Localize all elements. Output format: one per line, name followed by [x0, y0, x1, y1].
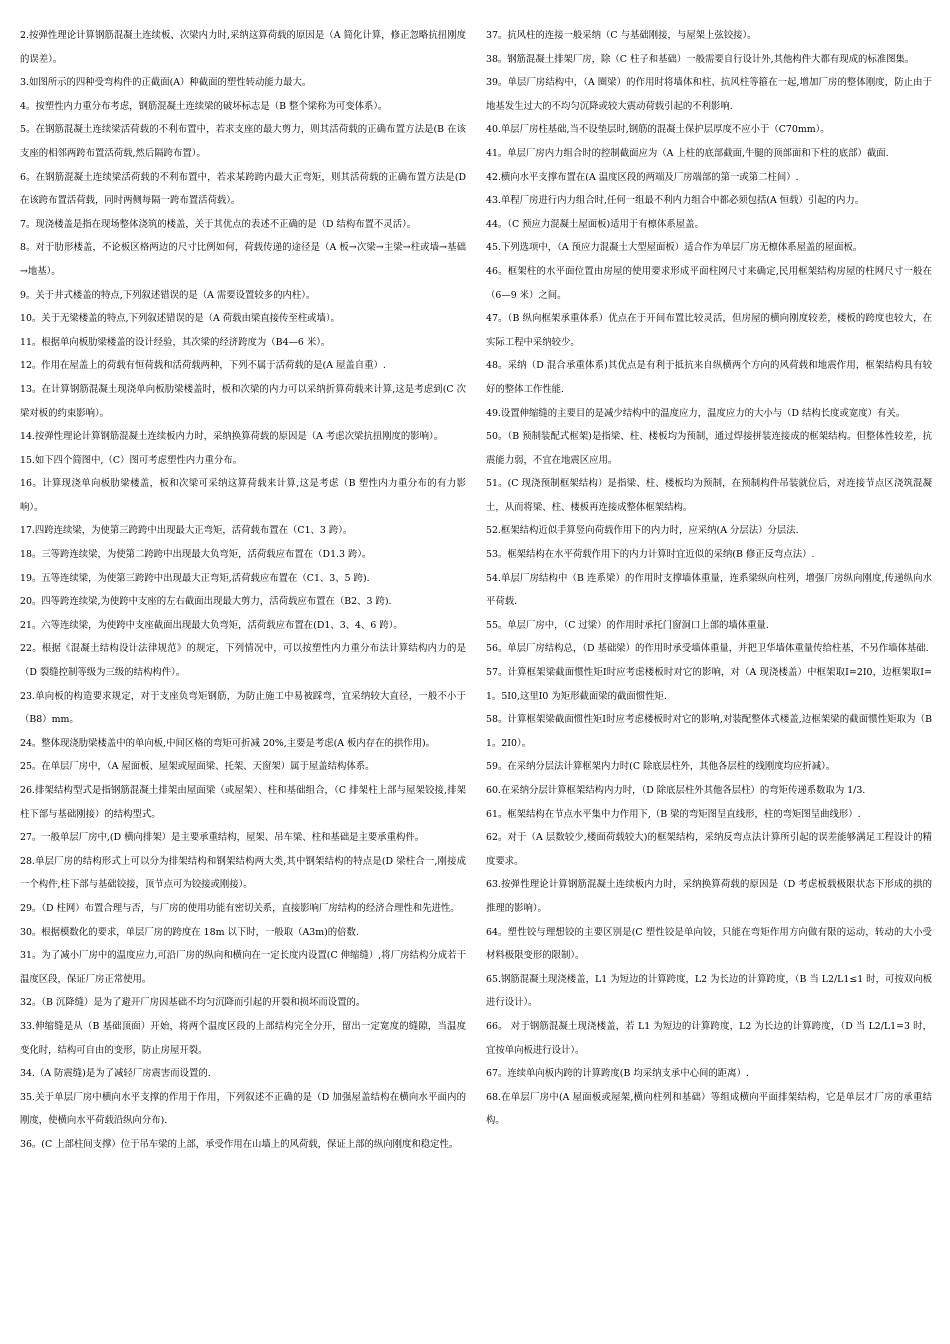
question-item: 16。计算现浇单向板肋梁楼盖，板和次梁可采纳这算荷载来计算,这是考虑（B 塑性内力重分布的有力影响）。 [20, 478, 466, 513]
question-item: 4。按塑性内力重分布考虑，钢筋混凝土连续梁的破坏标志是（B 整个梁称为可变体系）。 [20, 100, 388, 112]
question-item: 28.单层厂房的结构形式上可以分为排架结构和钢架结构两大类,其中钢架结构的特点是(D 梁柱合一,刚接成一个构件,柱下部与基础铰接，顶节点可为铰接或刚接）。 [20, 855, 466, 891]
question-item: 33.伸缩缝是从（B 基础顶面）开始，将两个温度区段的上部结构完全分开，留出一定宽度的缝隙，当温度变化时，结构可自由的变形，防止房屋开裂。 [20, 1020, 466, 1056]
question-item: 43.单程厂房进行内力组合时,任何一组最不利内力组合中都必须包括(A 恒载）引起的内力。 [486, 195, 865, 207]
question-item: 40.单层厂房柱基础,当不设垫层时,钢筋的混凝土保护层厚度不应小于（C70mm）。 [486, 124, 830, 136]
question-item: 51。(C 现浇预制框架结构）是指梁、柱、楼板均为预制，在预制构件吊装就位后，对连接节点区浇筑混凝土，从而将梁、柱、楼板再连接成整体框架结构。 [486, 478, 932, 513]
question-item: 46。框架柱的水平面位置由房屋的使用要求形成平面柱网尺寸来确定,民用框架结构房屋的柱网尺寸一般在（6—9 米）之间。 [486, 265, 932, 301]
question-item: 56。单层厂房结构总，（D 基础梁）的作用时承受墙体重量，并把卫华墙体重量传给柱基，不另作墙体基础. [486, 643, 929, 655]
question-item: 48。采纳（D 混合承重体系)其优点是有利于抵抗来自纵横两个方向的风荷载和地震作用，框架结构具有较好的整体工作性能. [486, 360, 932, 395]
question-item: 41。单层厂房内力组合时的控制截面应为（A 上柱的底部截面,牛腿的顶部面和下柱的底部）截面. [486, 147, 889, 159]
question-item: 24。整体现浇肋梁楼盖中的单向板,中间区格的弯矩可折减 20%,主要是考虑(A 板内存在的拱作用)。 [20, 737, 436, 749]
question-item: 22。根据《混凝土结构设计法律规范》的规定，下列情况中，可以按塑性内力重分布法计算结构内力的是（D 裂缝控制等级为三级的结构构件）。 [20, 643, 466, 679]
question-item: 15.如下四个简图中,（C）图可考虑塑性内力重分布。 [20, 454, 242, 466]
question-item: 6。在钢筋混凝土连续梁活荷载的不利布置中，若求某跨跨内最大正弯矩，则其活荷载的正确布置方法是(D 在该跨布置活荷载，同时两侧每隔一跨布置活荷载）。 [20, 171, 466, 207]
question-item: 49.设置伸缩缝的主要目的是减少结构中的温度应力，温度应力的大小与（D 结构长度或宽度）有关。 [486, 407, 906, 419]
question-item: 66。 对于钢筋混凝土现浇楼盖，若 L1 为短边的计算跨度，L2 为长边的计算跨度，（D 当 L2/L1=3 时，宜按单向板进行设计）。 [486, 1020, 932, 1056]
question-item: 68.在单层厂房中(A 屋面板或屋架,横向柱列和基础）等组成横向平面排架结构，它是单层才厂房的承重结构。 [486, 1091, 932, 1127]
question-item: 63.按弹性理论计算钢筋混凝土连续板内力时，采纳换算荷载的原因是（D 考虑板载极限状态下形成的拱的推理的影响）。 [486, 879, 932, 914]
question-item: 62。对于（A 层数较少,楼面荷载较大)的框架结构，采纳反弯点法计算所引起的误差能够满足工程设计的精度要求。 [486, 832, 932, 867]
question-item: 8。对于肋形楼盖，不论板区格两边的尺寸比例如何，荷载传递的途径是（A 板→次梁→主梁→柱或墙→基础→地基）。 [20, 242, 466, 277]
question-item: 27。一般单层厂房中,(D 横向排架）是主要承重结构，屋架、吊车梁、柱和基础是主要承重构件。 [20, 832, 425, 844]
question-item: 38。钢筋混凝土排架厂房，除（C 柱子和基础）一般需要自行设计外,其他构件大都有现成的标准图集。 [486, 53, 915, 65]
question-item: 30。根据模数化的要求，单层厂房的跨度在 18m 以下时，一般取（A3m)的倍数. [20, 926, 359, 938]
question-item: 25。在单层厂房中，（A 屋面板、屋架或屋面梁、托架、天窗架）属于屋盖结构体系。 [20, 761, 375, 773]
left-column [20, 24, 466, 1344]
question-item: 60.在采纳分层计算框架结构内力时，（D 除底层柱外其他各层柱）的弯矩传递系数取为 1/3. [486, 785, 866, 796]
question-item: 53。框架结构在水平荷载作用下的内力计算时宜近似的采纳(B 修正反弯点法）. [486, 549, 815, 561]
question-item: 12。作用在屋盖上的荷载有恒荷载和活荷载两种，下列不属于活荷载的是(A 屋盖自重）. [20, 360, 386, 372]
question-item: 39。单层厂房结构中，（A 圈梁）的作用时将墙体和柱、抗风柱等箍在一起,增加厂房的整体刚度，防止由于地基发生过大的不均匀沉降或较大震动荷载引起的不利影响. [486, 77, 932, 112]
question-item: 10。关于无梁楼盖的特点,下列叙述错误的是（A 荷载由梁直接传至柱或墙）。 [20, 313, 340, 325]
question-item: 65.钢筋混凝土现浇楼盖，L1 为短边的计算跨度，L2 为长边的计算跨度，（B 当 L2/L1≤1 时，可按双向板进行设计）。 [486, 973, 932, 1009]
question-item: 21。六等连续梁，为使跨中支座截面出现最大负弯矩，活荷载应布置在(D1、3、4、6 跨）。 [20, 619, 403, 631]
question-item: 29。（D 柱网）布置合理与否，与厂房的使用功能有密切关系，直接影响厂房结构的经济合理性和先进性。 [20, 902, 460, 914]
question-item: 45.下列选项中，（A 预应力混凝土大型屋面板）适合作为单层厂房无檩体系屋盖的屋面板。 [486, 242, 863, 254]
question-item: 57。计算框架梁截面惯性矩Ⅰ时应考虑楼板时对它的影响，对（A 现浇楼盖）中框架取Ⅰ=2I0，边框架取Ⅰ=1。5I0,这里Ⅰ0 为矩形截面梁的截面惯性矩. [486, 667, 932, 702]
question-item: 44。（C 预应力混凝土屋面板)适用于有檩体系屋盖。 [486, 218, 704, 230]
question-item: 11。根据单向板肋梁楼盖的设计经验，其次梁的经济跨度为（B4—6 米）。 [20, 336, 331, 348]
question-item: 52.框架结构近似手算竖向荷载作用下的内力时，应采纳(A 分层法）分层法. [486, 525, 799, 537]
question-item: 34.（A 防震缝)是为了减轻厂房震害而设置的. [20, 1068, 211, 1080]
question-item: 26.排架结构型式是指钢筋混凝土排架由屋面梁（或屋架）、柱和基础组合，（C 排架柱上部与屋架铰接,排架柱下部与基础刚接）的结构型式。 [20, 785, 466, 820]
right-column [486, 24, 932, 1344]
question-item: 59。在采纳分层法计算框架内力时(C 除底层柱外，其他各层柱的线刚度均应折减）。 [486, 761, 836, 773]
question-item: 58。计算框架梁截面惯性矩Ⅰ时应考虑楼板时对它的影响,对装配整体式楼盖,边框架梁的截面惯性矩取为（B 1。2I0）。 [486, 714, 932, 749]
question-item: 14.按弹性理论计算钢筋混凝土连续板内力时，采纳换算荷载的原因是（A 考虑次梁抗扭刚度的影响）。 [20, 431, 444, 443]
question-item: 3.如图所示的四种受弯构件的正截面(A）种截面的塑性转动能力最大。 [20, 77, 312, 89]
question-item: 67。连续单向板内跨的计算跨度(B 均采纳支承中心间的距离）. [486, 1068, 749, 1080]
question-item: 64。塑性铰与理想铰的主要区别是(C 塑性铰是单向铰，只能在弯矩作用方向做有限的运动，转动的大小受材料极限变形的限制）。 [486, 926, 932, 962]
question-item: 42.横向水平支撑布置在(A 温度区段的两端及厂房端部的第一或第二柱间）. [486, 171, 799, 183]
question-item: 35.关于单层厂房中横向水平支撑的作用于作用，下列叙述不正确的是（D 加强屋盖结构在横向水平面内的刚度，使横向水平荷载沿纵向分布). [20, 1091, 466, 1127]
question-item: 13。在计算钢筋混凝土现浇单向板肋梁楼盖时，板和次梁的内力可以采纳折算荷载来计算,这是考虑到(C 次梁对板的约束影响）。 [20, 383, 466, 419]
question-item: 20。四等跨连续梁,为使跨中支座的左右截面出现最大剪力，活荷载应布置在（B2、3 跨). [20, 596, 392, 608]
question-item: 9。关于井式楼盖的特点,下列叙述错误的是（A 需要设置较多的内柱）。 [20, 289, 316, 301]
question-item: 17.四跨连续梁，为使第三跨跨中出现最大正弯矩，活荷载布置在（C1、3 跨）。 [20, 525, 353, 537]
question-item: 36。(C 上部柱间支撑）位于吊车梁的上部，承受作用在山墙上的风荷载，保证上部的纵向刚度和稳定性。 [20, 1138, 459, 1150]
question-item: 23.单向板的构造要求规定，对于支座负弯矩钢筋，为防止施工中易被踩弯，宜采纳较大直径，一般不小于（B8）mm。 [20, 690, 466, 726]
question-item: 7。现浇楼盖是指在现场整体浇筑的楼盖，关于其优点的表述不正确的是（D 结构布置不灵活）。 [20, 218, 417, 230]
question-item: 19。五等连续梁，为使第三跨跨中出现最大正弯矩,活荷载应布置在（C1、3、5 跨). [20, 572, 370, 584]
question-item: 50。（B 预制装配式框架)是指梁、柱、楼板均为预制，通过焊接拼装连接成的框架结构。但整体性较差，抗震能力弱，不宜在地震区应用。 [486, 431, 932, 466]
question-item: 5。在钢筋混凝土连续梁活荷载的不利布置中，若求支座的最大剪力，则其活荷载的正确布置方法是(B 在该支座的相邻两跨布置活荷载,然后隔跨布置）。 [20, 124, 466, 159]
question-item: 55。单层厂房中，（C 过梁）的作用时承托门窗洞口上部的墙体重量. [486, 619, 769, 631]
question-item: 2.按弹性理论计算钢筋混凝土连续板、次梁内力时,采纳这算荷载的原因是（A 简化计算，修正忽略抗扭刚度的误差）。 [20, 30, 466, 65]
question-item: 31。为了减小厂房中的温度应力,可沿厂房的纵向和横向在一定长度内设置(C 伸缩缝）,将厂房结构分成若干温度区段，保证厂房正常使用。 [20, 950, 466, 985]
question-item: 54.单层厂房结构中（B 连系梁）的作用时支撑墙体重量，连系梁纵向柱列，增强厂房纵向刚度,传递纵向水平荷载. [486, 572, 932, 608]
question-item: 61。框架结构在节点水平集中力作用下,（B 梁的弯矩图呈直线形，柱的弯矩图呈曲线形）. [486, 808, 861, 820]
question-item: 18。三等跨连续梁，为使第二跨跨中出现最大负弯矩，活荷载应布置在（D1.3 跨）。 [20, 549, 372, 561]
question-item: 37。抗风柱的连接一般采纳（C 与基础刚接，与屋架上弦铰接）。 [486, 30, 757, 41]
question-item: 47。（B 纵向框架承重体系）优点在于开间布置比较灵活，但房屋的横向刚度较差，楼板的跨度也较大，在实际工程中采纳较少。 [486, 313, 932, 348]
question-item: 32。（B 沉降缝）是为了避开厂房因基础不均匀沉降而引起的开裂和损坏而设置的。 [20, 997, 366, 1009]
